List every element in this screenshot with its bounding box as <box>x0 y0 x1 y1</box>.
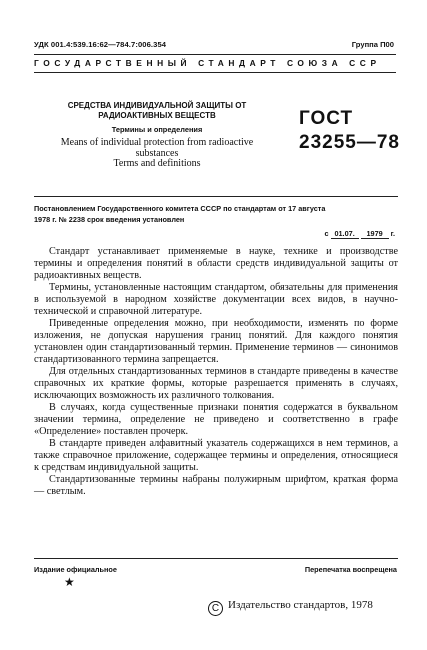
paragraph: Для отдельных стандартизованных терминов в стандарте приведены в качестве справочных их краткие формы, которые разрешается применять в случаях, исключающих возможность их различного толкования. <box>34 366 398 401</box>
top-rule-1 <box>34 54 396 55</box>
paragraph: Приведенные определения можно, при необходимости, изменять по форме изложения, не допуская нарушения границ понятий. Для каждого понятия установлен один стандартизованный термин. Применение терминов — синонимов стандартизованного термина запрещается. <box>34 318 398 365</box>
top-rule-2 <box>34 72 396 73</box>
effective-date <box>325 229 396 239</box>
title-en <box>42 138 272 159</box>
title-ru-line1: СРЕДСТВА ИНДИВИДУАЛЬНОЙ ЗАЩИТЫ ОТ <box>67 101 247 110</box>
title-block <box>42 101 272 170</box>
copyright-text: Издательство стандартов, 1978 <box>228 599 373 611</box>
title-ru <box>42 101 272 120</box>
paragraph: В случаях, когда существенные признаки понятия содержатся в буквальном значении термина, определение не приведено и соответственно в графе «Определение» поставлен прочерк. <box>34 402 398 437</box>
copyright-icon: C <box>208 601 223 616</box>
star-icon: ★ <box>64 575 75 589</box>
paragraph: Термины, установленные настоящим стандартом, обязательны для применения в используемой в народном хозяйстве документации всех видов, в научно-технической и справочной литературе. <box>34 282 398 317</box>
footer-rule <box>34 558 398 559</box>
copyright-line <box>208 599 373 616</box>
decree-text <box>34 204 398 225</box>
reprint-prohibited-label: Перепечатка воспрещена <box>304 565 397 574</box>
title-en-line1: Means of individual protection from radioactive <box>60 137 254 149</box>
date-year: 1979 <box>361 229 389 239</box>
decree-line1: Постановлением Государственного комитета СССР по стандартам от 17 августа <box>34 204 326 213</box>
paragraph: Стандартизованные термины набраны полужирным шрифтом, краткая форма — светлым. <box>34 474 398 497</box>
terms-en: Terms and definitions <box>113 158 201 170</box>
udk-code: УДК 001.4:539.16:62—784.7:006.354 <box>34 40 167 49</box>
date-suffix: г. <box>390 229 395 238</box>
paragraph: Стандарт устанавливает применяемые в науке, технике и производстве термины и определения понятий в области средств индивидуальной защиты от радиоактивных веществ. <box>34 246 398 281</box>
title-ru-line2: РАДИОАКТИВНЫХ ВЕЩЕСТВ <box>98 110 216 120</box>
title-en-line2: substances <box>135 147 179 159</box>
gost-label: ГОСТ <box>299 108 354 129</box>
body-text <box>34 246 398 498</box>
paragraph: В стандарте приведен алфавитный указатель содержащихся в нем терминов, а также справочное приложение, содержащее термины и определения, относящиеся к средствам индивидуальной защиты. <box>34 438 398 473</box>
date-value: 01.07. <box>331 229 359 239</box>
terms-ru: Термины и определения <box>111 125 203 135</box>
official-edition-label: Издание официальное <box>34 565 117 574</box>
gost-designation <box>299 107 400 155</box>
decree-rule <box>34 196 398 197</box>
gost-number: 23255—78 <box>299 131 400 153</box>
decree-line2: 1978 г. № 2238 срок введения установлен <box>34 214 185 224</box>
state-standard-banner: ГОСУДАРСТВЕННЫЙ СТАНДАРТ СОЮЗА ССР <box>34 58 381 68</box>
group-code: Группа П00 <box>351 40 394 49</box>
date-prefix: с <box>324 229 329 238</box>
